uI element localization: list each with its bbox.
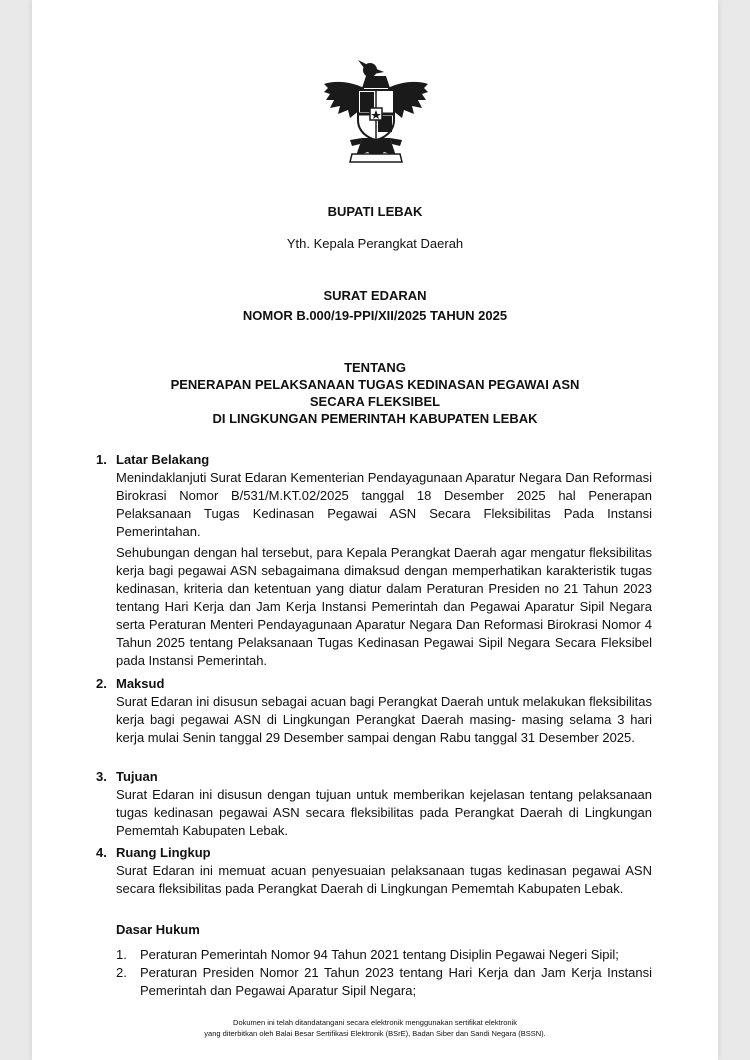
document-page: BUPATI LEBAK Yth. Kepala Perangkat Daerah SURAT EDARAN NOMOR B.000/19-PPI/XII/2025 TAHUN 2025 TENTANG PENERAPAN PELAKSANAAN TUGAS KEDINASAN PEGAWAI ASN SECARA FLEKSIBEL DI LINGKUNGAN PEMERINTAH KABUPATEN LEBAK 1. Latar Belakang Menindaklanjuti Surat Edaran Kementerian Pendayagunaan Aparatur Negara Dan Reformasi Birokrasi Nomor B/531/M.KT.02/2025 tanggal 18 Desember 2025 hal Penerapan Pelaksanaan Tugas Kedinasan Pegawai ASN Secara Fleksibilitas Pada Instansi Pemerintahan. Sehubungan dengan hal tersebut, para Kepala Perangkat Daerah agar mengatur fleksibilitas kerja bagi pegawai ASN sebagaimana dimaksud dengan memperhatikan karakteristik tugas kedinasan, kriteria dan ketentuan yang diatur dalam Peraturan Presiden no 21 Tahun 2023 tentang Hari Kerja dan Jam Kerja Instansi Pemerintah dan Pegawai Aparatur Sipil Negara serta Peraturan Menteri Pendayagunaan Aparatur Negara Dan Reformasi Birokrasi Nomor 4 Tahun 2025 tentang Pelaksanaan Tugas Kedinasan Pegawai Sipil Negara Secara Fleksibel pada Instansi Pemerintah. 2. Maksud Surat Edaran ini disusun sebagai acuan bagi Perangkat Daerah untuk melakukan fleksibilitas kerja bagi pegawai ASN di Lingkungan Perangkat Daerah masing- masing selama 3 hari kerja mulai Senin tanggal 29 Desember sampai dengan Rabu tanggal 31 Desember 2025. 3. Tujuan Surat Edaran ini disusun dengan tujuan untuk memberikan kejelasan tentang pelaksanaan tugas kedinasan pegawai ASN secara fleksibilitas pada Perangkat Daerah di Lingkungan Pememtah Kabupaten Lebak. 4. Ruang Lingkup Surat Edaran ini memuat acuan penyesuaian pelaksanaan tugas kedinasan pegawai ASN secara fleksibilitas pada Perangkat Daerah di Lingkungan Pememtah Kabupaten Lebak. Dasar Hukum 1. Peraturan Pemerintah Nomor 94 Tahun 2021 tentang Disiplin Pegawai Negeri Sipil; 2. Peraturan Presiden Nomor 21 Tahun 2023 tentang Hari Kerja dan Jam Kerja Instansi Pemerintah dan Pegawai Aparatur Sipil Negara; Dokumen ini telah ditandatangani secara elektronik menggunakan sertifikat elektronik yang diterbitkan oleh Balai Besar Sertifikasi Elektronik (BSrE), Badan Siber dan Sandi Negara (BSSN). (32, 0, 718, 1060)
section-heading: 4. Ruang Lingkup (96, 845, 211, 860)
section-heading: 2. Maksud (96, 676, 165, 691)
section-paragraph: Surat Edaran ini disusun sebagai acuan bagi Perangkat Daerah untuk melakukan fleksibilitas kerja bagi pegawai ASN di Lingkungan Perangkat Daerah masing- masing selama 3 hari kerja mulai Senin tanggal 29 Desember sampai dengan Rabu tanggal 31 Desember 2025. (116, 694, 652, 745)
subject-line-1: PENERAPAN PELAKSANAAN TUGAS KEDINASAN PEGAWAI ASN (170, 377, 580, 392)
section-paragraph: Sehubungan dengan hal tersebut, para Kepala Perangkat Daerah agar mengatur fleksibilitas kerja bagi pegawai ASN sebagaimana dimaksud dengan memperhatikan karakteristik tugas kedinasan, kriteria dan ketentuan yang diatur dalam Peraturan Presiden no 21 Tahun 2023 tentang Hari Kerja dan Jam Kerja Instansi Pemerintah dan Pegawai Aparatur Sipil Negara serta Peraturan Menteri Pendayagunaan Aparatur Negara Dan Reformasi Birokrasi Nomor 4 Tahun 2025 tentang Pelaksanaan Tugas Kedinasan Pegawai Sipil Negara Secara Fleksibel pada Instansi Pemerintah. (116, 545, 652, 668)
e-signature-note-line-1: Dokumen ini telah ditandatangani secara elektronik menggunakan sertifikat elektronik (233, 1018, 517, 1027)
section-paragraph: Menindaklanjuti Surat Edaran Kementerian Pendayagunaan Aparatur Negara Dan Reformasi Birokrasi Nomor B/531/M.KT.02/2025 tanggal 18 Desember 2025 hal Penerapan Pelaksanaan Tugas Kedinasan Pegawai ASN Secara Fleksibilitas Pada Instansi Pemerintahan. (116, 470, 652, 539)
subject-line-3: DI LINGKUNGAN PEMERINTAH KABUPATEN LEBAK (212, 411, 538, 426)
addressee: Yth. Kepala Perangkat Daerah (286, 236, 464, 251)
subject-line-2: SECARA FLEKSIBEL (309, 394, 441, 409)
document-number: NOMOR B.000/19-PPI/XII/2025 TAHUN 2025 (242, 308, 508, 323)
section-heading: 3. Tujuan (96, 769, 158, 784)
e-signature-note-line-2: yang diterbitkan oleh Balai Besar Sertifikasi Elektronik (BSrE), Badan Siber dan Sandi Negara (BSSN). (204, 1029, 546, 1038)
issuer-title: BUPATI LEBAK (327, 204, 423, 219)
legal-basis-heading: Dasar Hukum (116, 922, 200, 937)
section-heading: 1. Latar Belakang (96, 452, 210, 467)
garuda-emblem-icon (322, 58, 430, 168)
about-heading: TENTANG (344, 360, 406, 375)
section-paragraph: Surat Edaran ini memuat acuan penyesuaian pelaksanaan tugas kedinasan pegawai ASN secara fleksibilitas pada Perangkat Daerah di Lingkungan Pememtah Kabupaten Lebak. (116, 863, 652, 896)
document-type: SURAT EDARAN (323, 288, 427, 303)
section-paragraph: Surat Edaran ini disusun dengan tujuan untuk memberikan kejelasan tentang pelaksanaan tugas kedinasan pegawai ASN secara fleksibilitas pada Perangkat Daerah di Lingkungan Pememtah Kabupaten Lebak. (116, 787, 652, 838)
